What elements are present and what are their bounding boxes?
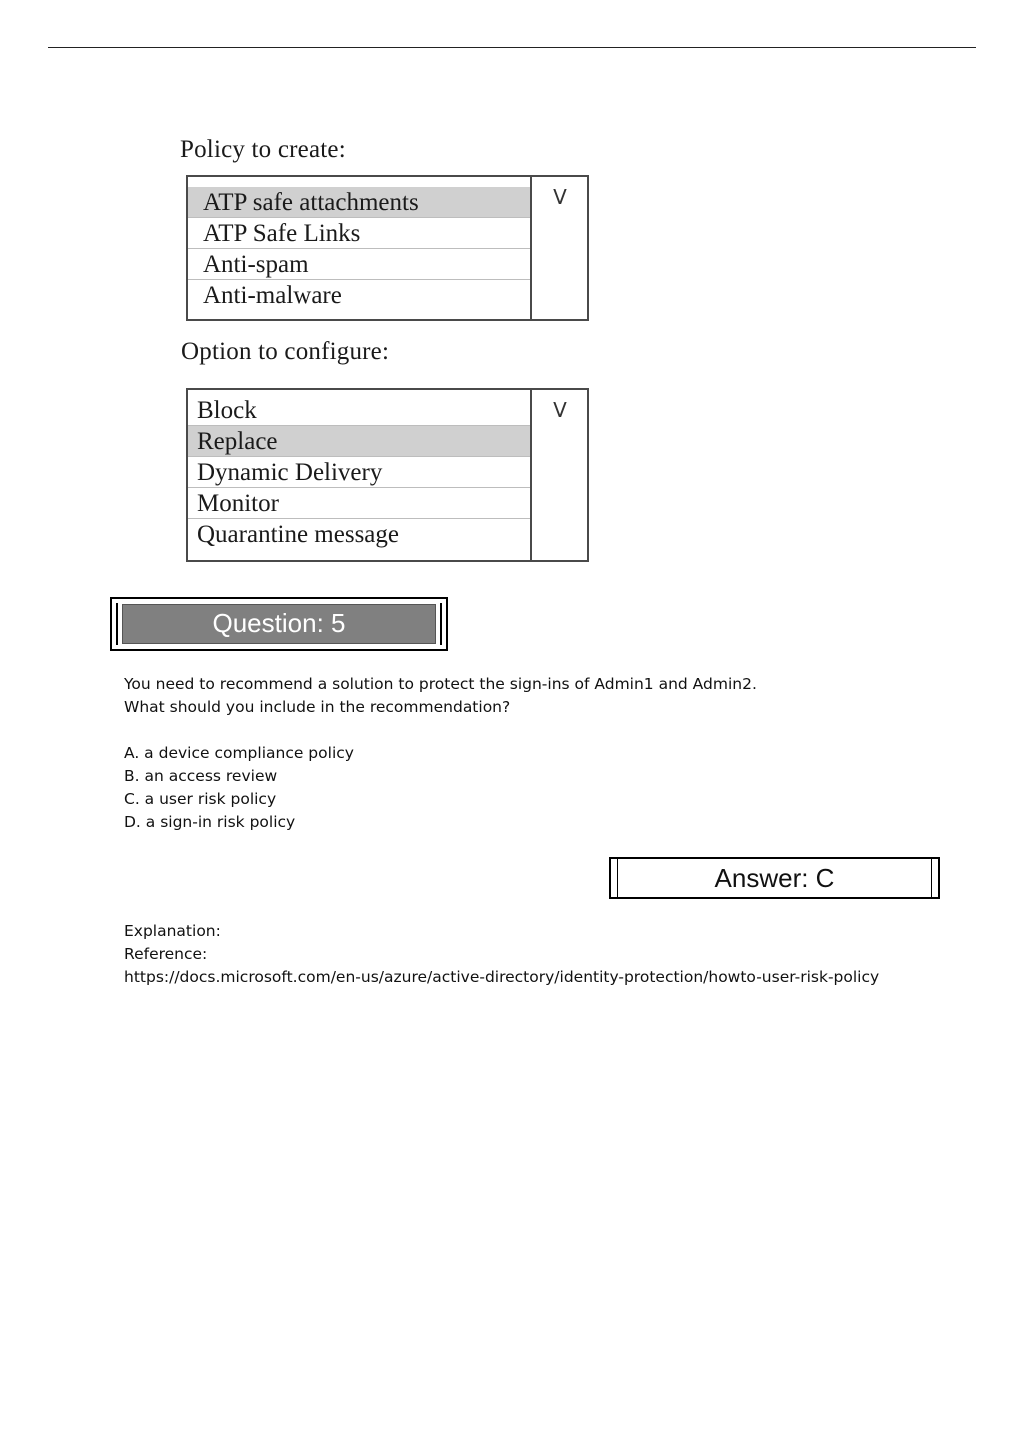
answer-box — [609, 857, 940, 899]
option-label: Option to configure: — [181, 338, 390, 365]
choice-b: B. an access review — [124, 767, 278, 785]
answer-area-image — [172, 132, 602, 572]
option-option[interactable]: Dynamic Delivery — [188, 457, 530, 488]
policy-options-list — [188, 177, 532, 319]
top-rule — [48, 47, 976, 48]
policy-option[interactable]: ATP safe attachments — [188, 187, 530, 218]
question-header — [110, 597, 448, 651]
reference-url[interactable]: https://docs.microsoft.com/en-us/azure/active-directory/identity-protection/howto-user-risk-policy — [124, 968, 880, 986]
choice-c: C. a user risk policy — [124, 790, 277, 808]
policy-option[interactable]: Anti-malware — [203, 282, 342, 309]
question-number: Question: 5 — [122, 604, 436, 644]
question-text-line1: You need to recommend a solution to protect the sign-ins of Admin1 and Admin2. — [124, 675, 757, 693]
policy-option[interactable]: Anti-spam — [188, 249, 530, 280]
chevron-down-icon[interactable]: V — [553, 185, 567, 209]
option-option[interactable]: Block — [188, 395, 530, 426]
explanation-label: Explanation: — [124, 922, 221, 940]
chevron-down-icon[interactable]: V — [553, 398, 567, 422]
option-options-list — [188, 390, 532, 560]
option-option[interactable]: Monitor — [188, 488, 530, 519]
option-option[interactable]: Quarantine message — [197, 521, 400, 548]
option-dropdown[interactable] — [186, 388, 589, 562]
policy-label: Policy to create: — [180, 136, 346, 163]
choice-a: A. a device compliance policy — [124, 744, 354, 762]
option-option[interactable]: Replace — [188, 426, 530, 457]
policy-dropdown[interactable] — [186, 175, 589, 321]
question-text-line2: What should you include in the recommendation? — [124, 698, 511, 716]
question-header-frame — [116, 603, 442, 645]
answer-label: Answer: C — [617, 859, 932, 897]
reference-label: Reference: — [124, 945, 208, 963]
choice-d: D. a sign-in risk policy — [124, 813, 296, 831]
policy-option[interactable]: ATP Safe Links — [188, 218, 530, 249]
